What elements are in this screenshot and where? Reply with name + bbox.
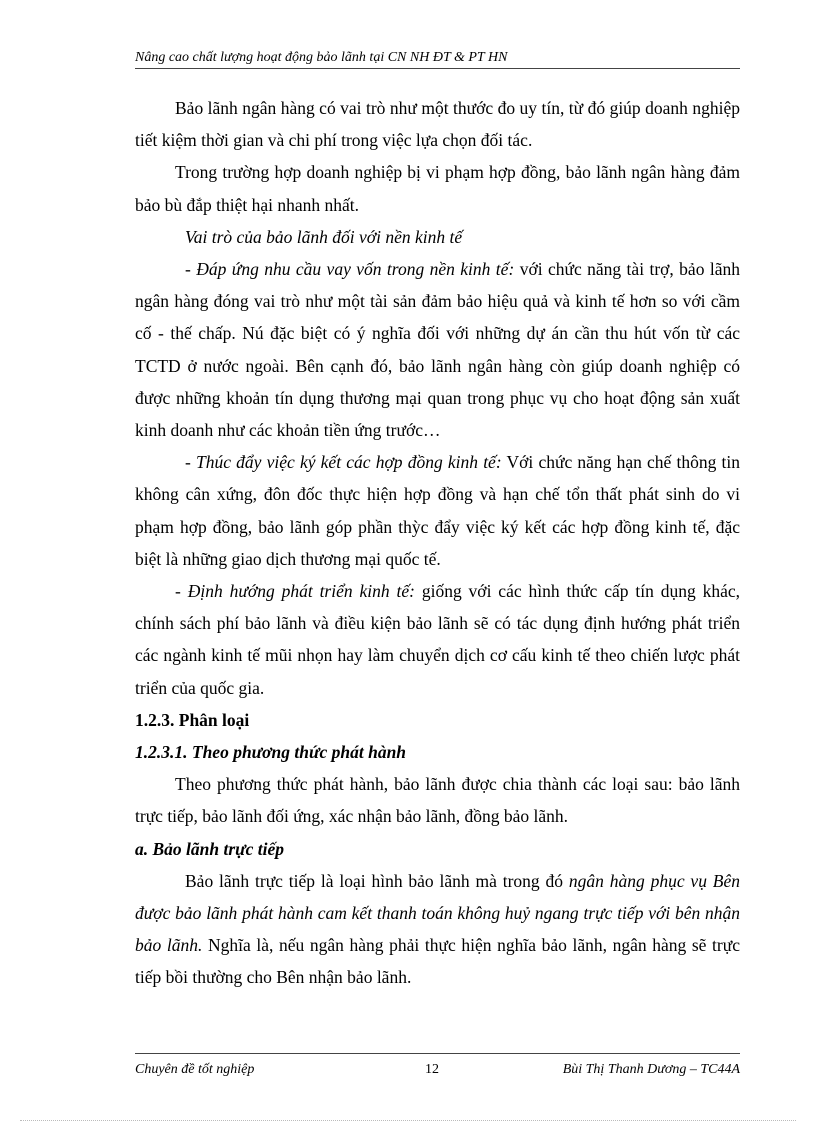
paragraph <box>135 575 740 704</box>
paragraph-emphasis: ngân hàng phục vụ Bên được bảo lãnh phát hành cam kết thanh toán không huỷ ngang trực tiếp với bên nhận bảo lãnh. <box>135 870 741 956</box>
footer-left: Chuyên đề tốt nghiệp <box>135 1062 255 1077</box>
paragraph-lead: - Định hướng phát triển kinh tế: <box>175 581 415 602</box>
footer-rule <box>135 1053 740 1054</box>
paragraph-text: với chức năng tài trợ, bảo lãnh ngân hàng đóng vai trò như một tài sản đảm bảo hiệu quả và kinh tế hơn so với cầm cố - thế chấp. Nú đặc biệt có ý nghĩa đối với những dự án cần thu hút vốn từ các TCTD ở nước ngoài. Bên cạnh đó, bảo lãnh ngân hàng còn giúp doanh nghiệp có được những khoản tín dụng thương mại quan trong phục vụ cho hoạt động sản xuất kinh doanh như các khoản tiền ứng trước… <box>135 259 740 441</box>
header-rule <box>135 68 740 69</box>
paragraph <box>135 865 740 994</box>
subsection-heading: a. Bảo lãnh trực tiếp <box>135 838 285 859</box>
paragraph-text: Với chức năng hạn chế thông tin không cân xứng, đôn đốc thực hiện hợp đồng và hạn chế tổn thất phát sinh do vi phạm hợp đồng, bảo lãnh góp phần thỳc đẩy việc ký kết các hợp đồng kinh tế, đặc biệt là những giao dịch thương mại quốc tế. <box>135 452 740 569</box>
page-body <box>135 92 740 994</box>
section-heading: 1.2.3. Phân loại <box>135 709 250 730</box>
footer-right: Bùi Thị Thanh Dương – TC44A <box>562 1062 740 1077</box>
section-subheading: Vai trò của bảo lãnh đối với nền kinh tế <box>185 226 463 247</box>
paragraph <box>135 253 740 446</box>
page-bottom-divider <box>20 1120 796 1121</box>
page-number: 12 <box>425 1062 439 1077</box>
running-header: Nâng cao chất lượng hoạt động bảo lãnh tại CN NH ĐT & PT HN <box>135 50 508 65</box>
paragraph: Bảo lãnh ngân hàng có vai trò như một thước đo uy tín, từ đó giúp doanh nghiệp tiết kiệm thời gian và chi phí trong việc lựa chọn đối tác. <box>135 98 740 151</box>
paragraph <box>135 446 740 575</box>
paragraph-text: giống với các hình thức cấp tín dụng khác, chính sách phí bảo lãnh và điều kiện bảo lãnh sẽ có tác dụng định hướng phát triển các ngành kinh tế mũi nhọn hay làm chuyển dịch cơ cấu kinh tế theo chiến lược phát triển của quốc gia. <box>135 581 740 698</box>
paragraph-text: Bảo lãnh trực tiếp là loại hình bảo lãnh mà trong đó <box>185 870 569 891</box>
subsection-heading: 1.2.3.1. Theo phương thức phát hành <box>135 742 407 763</box>
paragraph: Theo phương thức phát hành, bảo lãnh được chia thành các loại sau: bảo lãnh trực tiếp, bảo lãnh đối ứng, xác nhận bảo lãnh, đồng bảo lãnh. <box>135 774 740 827</box>
paragraph: Trong trường hợp doanh nghiệp bị vi phạm hợp đồng, bảo lãnh ngân hàng đảm bảo bù đắp thiệt hại nhanh nhất. <box>135 162 740 215</box>
paragraph-lead: - Đáp ứng nhu cầu vay vốn trong nền kinh tế: <box>185 259 515 280</box>
paragraph-lead: - Thúc đẩy việc ký kết các hợp đồng kinh tế: <box>185 452 502 473</box>
paragraph-text: Nghĩa là, nếu ngân hàng phải thực hiện nghĩa bảo lãnh, ngân hàng sẽ trực tiếp bồi thường cho Bên nhận bảo lãnh. <box>135 935 740 988</box>
